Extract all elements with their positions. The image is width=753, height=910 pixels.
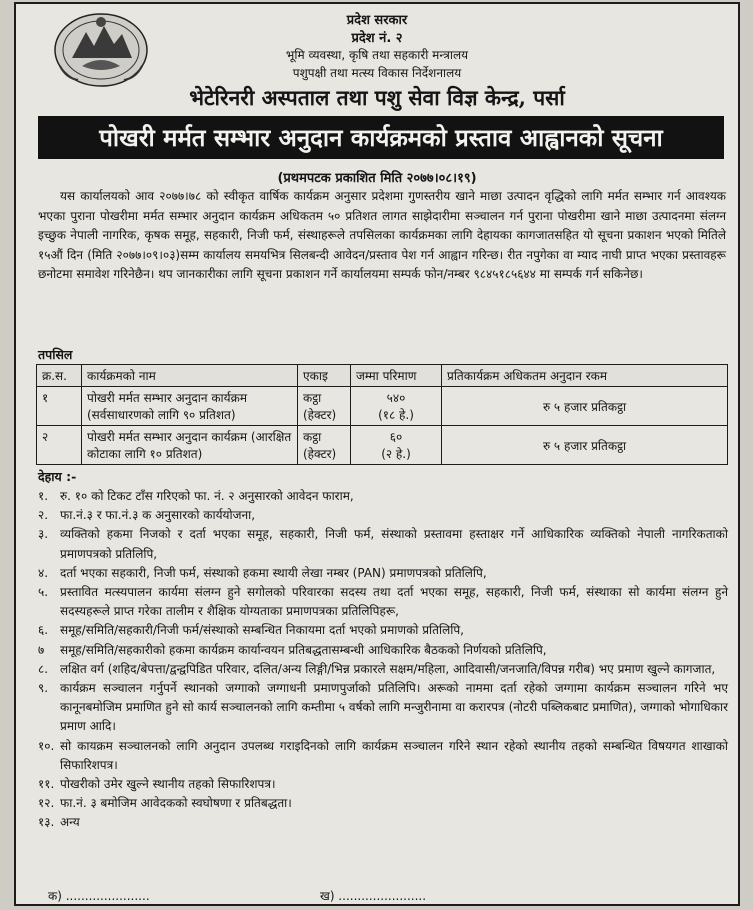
row-quantity-hectare: (२ हे.) [381, 447, 411, 461]
list-item-number: ५. [38, 585, 49, 600]
row-amount: रु ५ हजार प्रतिकट्ठा [442, 387, 728, 426]
table-header-row [37, 365, 728, 387]
list-item [38, 660, 728, 679]
list-item [38, 813, 728, 832]
header-line-ministry: भूमि व्यवस्था, कृषि तथा सहकारी मन्त्रालय [285, 48, 469, 62]
other-document-a: क) ...................... [48, 889, 150, 903]
notice-document [14, 2, 740, 906]
list-item-text: फा.नं.३ र फा.नं.३ क अनुसारको कार्ययोजना, [60, 508, 256, 523]
header-line-province-no: प्रदेश नं. २ [351, 31, 403, 46]
list-item-number: ९. [38, 681, 49, 696]
row-unit: कट्ठा (हेक्टर) [298, 387, 351, 426]
row-quantity-hectare: (१८ हे.) [378, 408, 414, 422]
office-name: भेटेरिनरी अस्पताल तथा पशु सेवा विज्ञ केन्द्र, पर्सा [189, 85, 565, 110]
header-line-province-govt: प्रदेश सरकार [346, 13, 408, 28]
publication-date: (प्रथमपटक प्रकाशित मिति २०७७।०८।१९) [277, 171, 477, 186]
list-item-number: १३. [38, 815, 55, 830]
table-row [37, 426, 728, 465]
requirements-heading: देहाय :- [38, 469, 77, 484]
list-item [38, 775, 728, 794]
list-item [38, 641, 728, 660]
list-item-text: अन्य [60, 815, 80, 830]
row-unit: कट्ठा (हेक्टर) [298, 426, 351, 465]
list-item-text: व्यक्तिको हकमा निजको र दर्ता भएका समूह, सहकारी, निजी फर्म, संस्थाको प्रस्तावमा हस्ताक्षर गर्ने आधिकारिक व्यक्तिको नेपाली नागरिकताको प्रमाणपत्रको प्रतिलिपि, [60, 527, 728, 561]
list-item-number: १०. [38, 738, 55, 753]
list-item-number: ६. [38, 623, 49, 638]
other-document-b: ख) ....................... [320, 889, 427, 903]
row-quantity [351, 426, 442, 465]
row-quantity-value: ५४० [386, 391, 406, 405]
row-quantity-value: ६० [389, 430, 403, 444]
list-item-text: रु. १० को टिकट टाँस गरिएको फा. नं. २ अनुसारको आवेदन फाराम, [60, 489, 354, 503]
table-header-cell: जम्मा परिमाण [351, 365, 442, 387]
list-item-number: ३. [38, 527, 49, 542]
list-item-number: ८. [38, 661, 49, 676]
list-item-number: ७ [38, 642, 45, 657]
row-program-name: पोखरी मर्मत सम्भार अनुदान कार्यक्रम (आरक्षित कोटाका लागि १० प्रतिशत) [82, 426, 298, 465]
list-item-text: समूह/समिति/सहकारीको हकमा कार्यक्रम कार्यान्वयन प्रतिबद्धतासम्बन्धी आधिकारिक बैठकको निर्णयको प्रतिलिपि, [60, 642, 547, 657]
row-sn: १ [37, 387, 82, 426]
list-item-number: ११. [38, 777, 55, 792]
notice-title-banner: पोखरी मर्मत सम्भार अनुदान कार्यक्रमको प्रस्ताव आह्वानको सूचना [38, 116, 724, 159]
row-sn: २ [37, 426, 82, 465]
list-item [38, 525, 728, 563]
list-item [38, 794, 728, 813]
list-item-number: १२. [38, 796, 55, 811]
list-item-text: पोखरीको उमेर खुल्ने स्थानीय तहको सिफारिशपत्र। [60, 777, 276, 792]
list-item [38, 564, 728, 583]
list-item-text: फा.नं. ३ बमोजिम आवेदकको स्वघोषणा र प्रतिबद्धता। [60, 796, 292, 811]
list-item-number: २. [38, 508, 49, 523]
list-item-text: लक्षित वर्ग (शहिद/बेपत्ता/द्वन्द्वपिडित परिवार, दलित/अन्य लिङ्गी/भिन्न प्रकारले सक्षम/महिला, आदिवासी/जनजाति/विपन्न गरीब) भए प्रमाण खुल्ने कागजात, [60, 661, 716, 676]
row-quantity [351, 387, 442, 426]
list-item-text: दर्ता भएका सहकारी, निजी फर्म, संस्थाको हकमा स्थायी लेखा नम्बर (PAN) प्रमाणपत्रको प्रतिलिपि, [60, 565, 487, 580]
table-header-cell: क्र.स. [37, 365, 82, 387]
list-item-number: ४. [38, 565, 49, 580]
table-header-cell: एकाइ [298, 365, 351, 387]
list-item [38, 506, 728, 525]
list-item [38, 621, 728, 640]
table-header-cell: कार्यक्रमको नाम [82, 365, 298, 387]
list-item-text: प्रस्तावित मत्स्यपालन कार्यमा संलग्न हुने सगोलको परिवारका सदस्य तथा दर्ता भएका समूह, सहकारी, निजी फर्म, संस्थाका सो कार्यमा संलग्न हुने सदस्यहरूले प्राप्त गरेका तालीम र शैक्षिक योग्यताका प्रमाणपत्रका प्रतिलिपिहरू, [60, 585, 728, 619]
list-item [38, 487, 728, 506]
header-line-directorate: पशुपक्षी तथा मत्स्य विकास निर्देशनालय [292, 66, 462, 80]
tapasil-label: तपसिल [38, 347, 73, 362]
program-table [36, 364, 728, 465]
list-item-text: कार्यक्रम सञ्चालन गर्नुपर्ने स्थानको जग्गाको जग्गाधनी प्रमाणपुर्जाको प्रतिलिपि। अरूको नाममा दर्ता रहेको जग्गामा कार्यक्रम सञ्चालन गरिने भए कानूनबमोजिम प्रमाणित हुने सो कार्य सञ्चालनको लागि कम्तीमा ५ वर्षको लागि मन्जुरीनामा वा करारपत्र (नोटरी पब्लिकबाट प्रमाणित), जग्गाको भोगाधिकार प्रमाण आदि। [60, 681, 728, 734]
row-program-name: पोखरी मर्मत सम्भार अनुदान कार्यक्रम (सर्वसाधारणको लागि ९० प्रतिशत) [82, 387, 298, 426]
requirements-list [38, 487, 728, 833]
list-item-number: १. [38, 489, 49, 503]
table-header-cell: प्रतिकार्यक्रम अधिकतम अनुदान रकम [442, 365, 728, 387]
body-paragraph: यस कार्यालयको आव २०७७।७८ को स्वीकृत वार्षिक कार्यक्रम अनुसार प्रदेशमा गुणस्तरीय खाने माछा उत्पादन वृद्धिको लागि मर्मत सम्भार गर्न आवश्यक भएका पुराना पोखरीमा मर्मत सम्भार अनुदान कार्यक्रम अधिकतम ५० प्रतिशत लागत साझेदारीमा सञ्चालन गर्न पुराना पोखरीमा खाने माछा उत्पादनमा संलग्न इच्छुक नेपाली नागरिक, कृषक समूह, सहकारी, निजी फर्म, संस्थाहरूले तपसिलका कार्यक्रमका लागि देहायका कागजातसहित यो सूचना प्रकाशन भएको मितिले १५औं दिन (मिति २०७७।०९।०३)सम्म कार्यालय समयभित्र सिलबन्दी आवेदन/प्रस्ताव पेश गर्न आह्वान गरिन्छ। रीत नपुगेका वा म्याद नाघी प्राप्त भएका प्रस्तावहरू छनोटमा समावेश गरिनेछैन। थप जानकारीका लागि सूचना प्रकाशन गर्ने कार्यालयमा सम्पर्क फोन/नम्बर ९८४५१८५६४४ मा सम्पर्क गर्न सकिनेछ। [38, 189, 726, 282]
list-item-text: सो कायक्रम सञ्चालनको लागि अनुदान उपलब्ध गराइदिनको लागि कार्यक्रम सञ्चालन गरिने स्थान रहेको स्थानीय तहको सम्बन्धित विषयगत शाखाको सिफारिशपत्र। [60, 738, 728, 772]
list-item [38, 679, 728, 737]
row-amount: रु ५ हजार प्रतिकट्ठा [442, 426, 728, 465]
list-item-text: समूह/समिति/सहकारी/निजी फर्म/संस्थाको सम्बन्धित निकायमा दर्ता भएको प्रमाणको प्रतिलिपि, [60, 623, 464, 638]
table-row [37, 387, 728, 426]
list-item [38, 583, 728, 621]
other-documents-row [48, 887, 728, 904]
list-item [38, 737, 728, 775]
